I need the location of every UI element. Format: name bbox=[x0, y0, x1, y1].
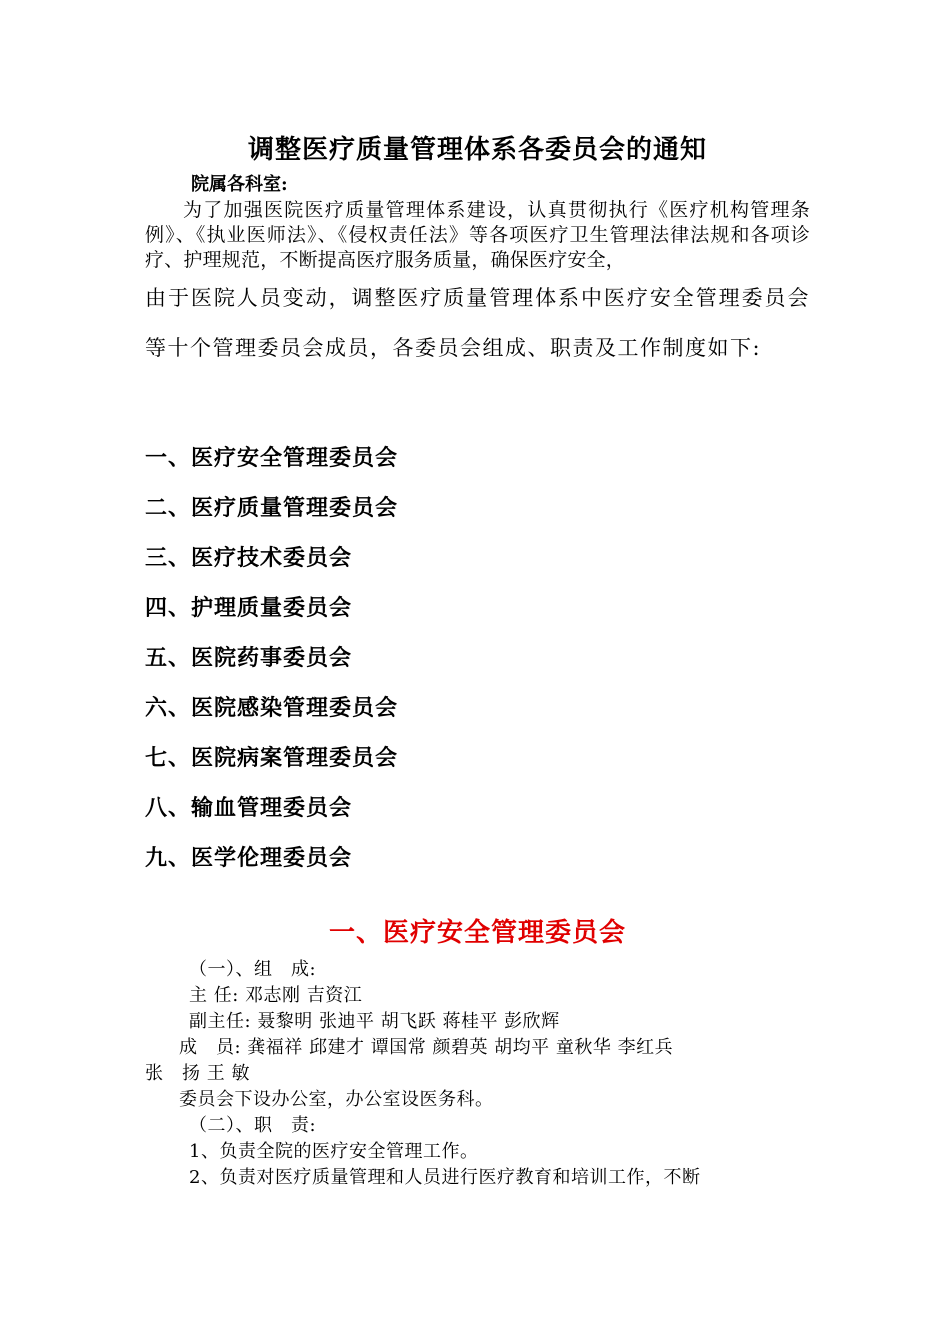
section-heading: 一、医疗安全管理委员会 bbox=[328, 918, 626, 948]
deputy-line: 副主任: 聂黎明 张迪平 胡飞跃 蒋桂平 彭欣辉 bbox=[189, 1011, 560, 1032]
office-line: 委员会下设办公室，办公室设医务科。 bbox=[179, 1089, 494, 1110]
committee-item: 五、医院药事委员会 bbox=[145, 645, 353, 671]
director-line: 主 任: 邓志刚 吉资江 bbox=[189, 985, 363, 1006]
composition-label: （一）、组 成: bbox=[189, 959, 317, 980]
salutation: 院属各科室: bbox=[191, 174, 288, 195]
members-line: 成 员: 龚福祥 邱建才 谭国常 颜碧英 胡均平 童秋华 李红兵 bbox=[179, 1037, 674, 1058]
committee-item: 四、护理质量委员会 bbox=[145, 595, 353, 621]
committee-list bbox=[145, 433, 810, 883]
document-page bbox=[145, 128, 810, 1191]
committee-item: 二、医疗质量管理委员会 bbox=[145, 495, 399, 521]
duties-label: （二）、职 责: bbox=[189, 1115, 317, 1136]
committee-item: 七、医院病案管理委员会 bbox=[145, 745, 399, 771]
committee-item: 八、输血管理委员会 bbox=[145, 795, 353, 821]
document-title: 调整医疗质量管理体系各委员会的通知 bbox=[247, 135, 707, 165]
duty-item: 2、负责对医疗质量管理和人员进行医疗教育和培训工作，不断 bbox=[189, 1167, 701, 1188]
committee-item: 九、医学伦理委员会 bbox=[145, 845, 353, 871]
committee-item: 一、医疗安全管理委员会 bbox=[145, 445, 399, 471]
committee-item: 六、医院感染管理委员会 bbox=[145, 695, 399, 721]
intro-paragraph-1: 为了加强医院医疗质量管理体系建设，认真贯彻执行《医疗机构管理条例》、《执业医师法》、《侵权责任法》等各项医疗卫生管理法律法规和各项诊疗、护理规范，不断提高医疗服务质量，确保医疗安全， bbox=[145, 199, 810, 271]
committee-item: 三、医疗技术委员会 bbox=[145, 545, 353, 571]
duty-item: 1、负责全院的医疗安全管理工作。 bbox=[189, 1141, 479, 1162]
intro-paragraph-2: 由于医院人员变动，调整医疗质量管理体系中医疗安全管理委员会等十个管理委员会成员，各委员会组成、职责及工作制度如下: bbox=[145, 286, 810, 360]
members-line-continued: 张 扬 王 敏 bbox=[145, 1063, 250, 1084]
